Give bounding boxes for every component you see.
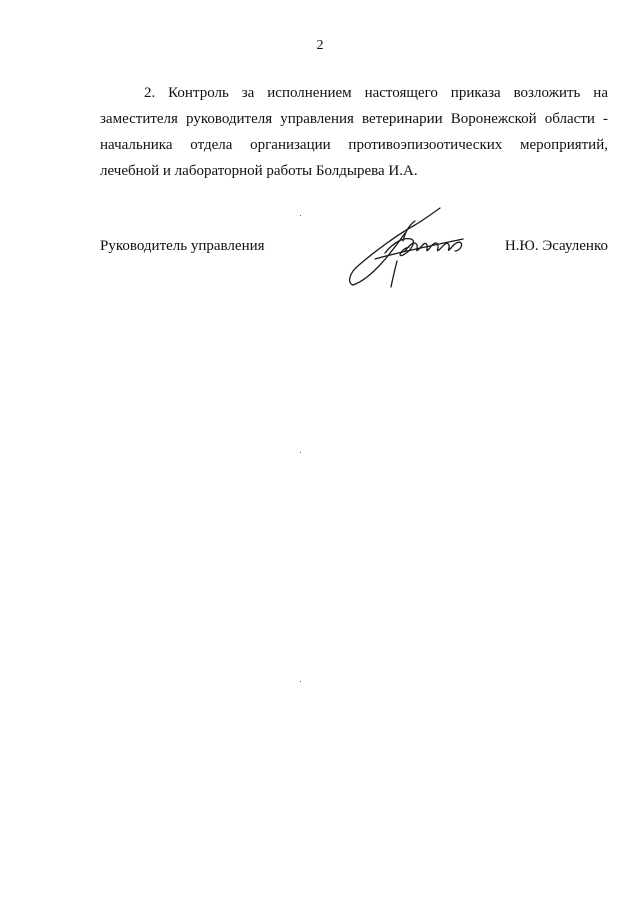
clause-line: начальника отдела организации противоэпизоотических мероприятий, [100, 137, 608, 153]
page-number: 2 [316, 38, 324, 53]
signatory-name: Н.Ю. Эсауленко [504, 238, 608, 254]
clause-line: лечебной и лабораторной работы Болдырева И.А. [100, 163, 418, 179]
clause-line: заместителя руководителя управления ветеринарии Воронежской области - [100, 111, 608, 127]
scan-speck [300, 215, 301, 216]
scan-speck [300, 452, 301, 453]
clause-line: 2. Контроль за исполнением настоящего приказа возложить на [144, 85, 608, 101]
clause-paragraph [100, 80, 608, 184]
scan-speck [300, 681, 301, 682]
signatory-position: Руководитель управления [100, 238, 265, 254]
handwritten-signature-icon [345, 203, 470, 293]
